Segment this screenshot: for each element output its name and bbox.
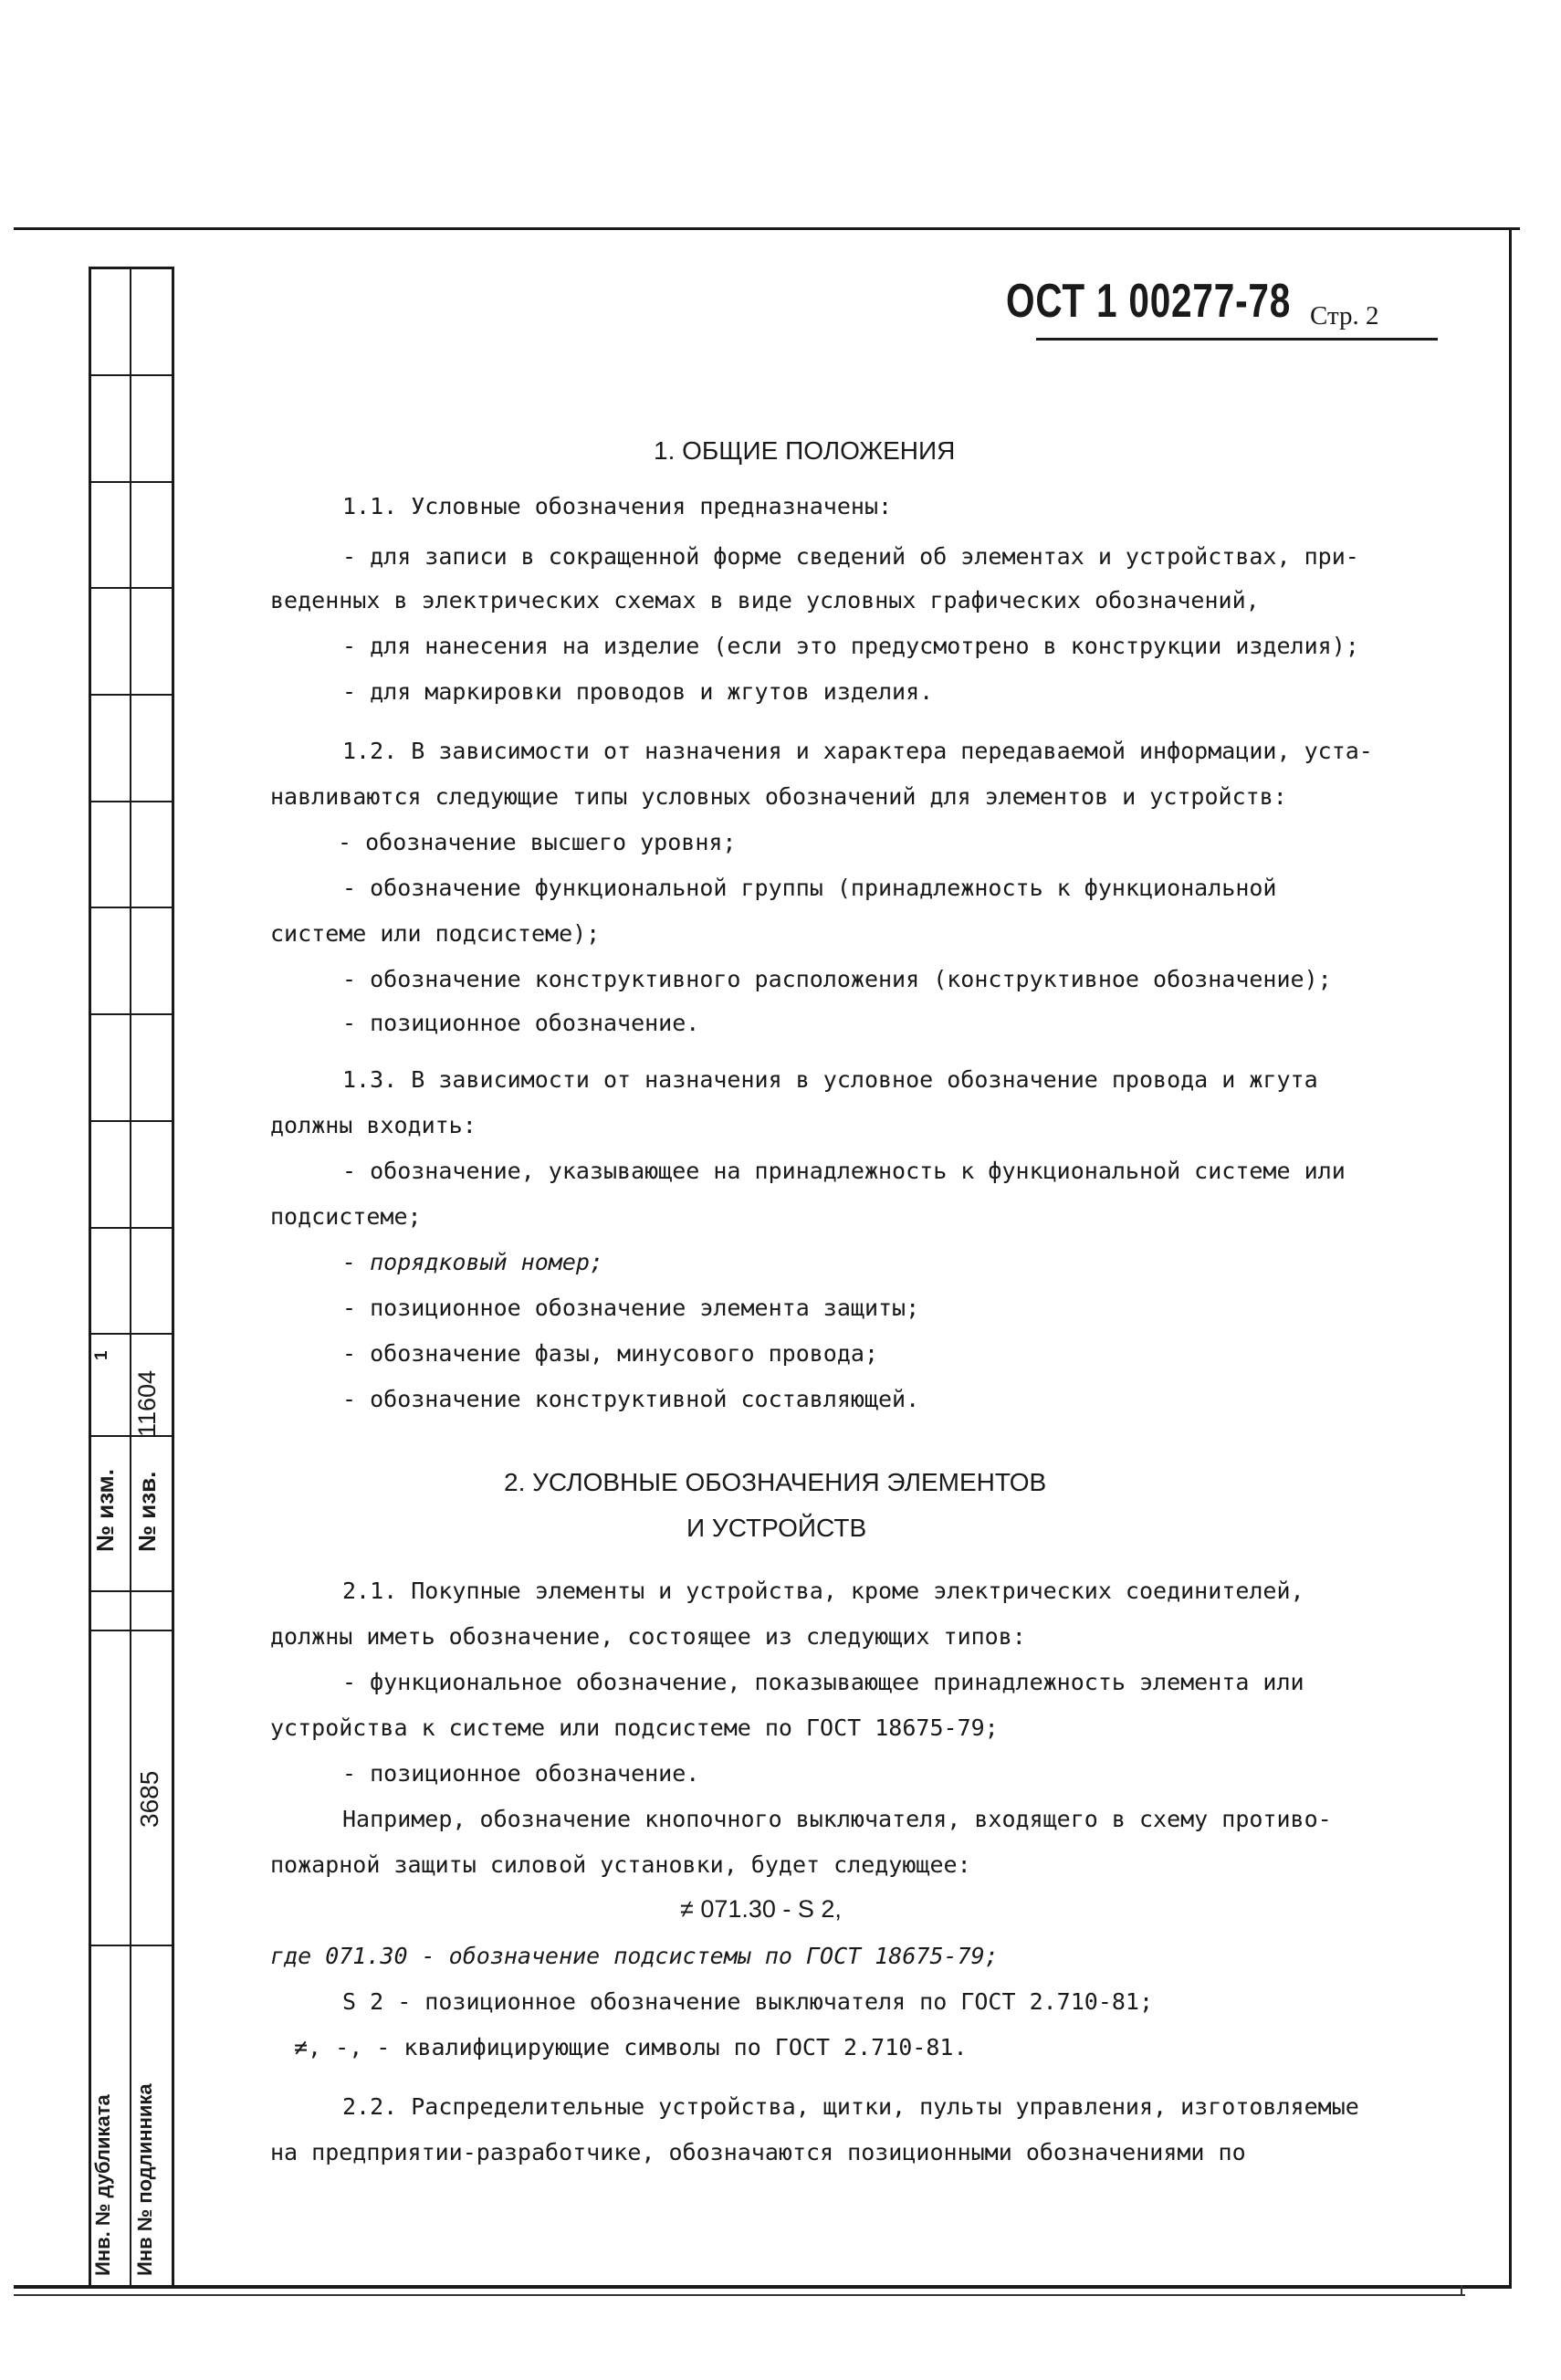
original-number-value: 3685 <box>135 1770 163 1828</box>
frame-border-top <box>14 227 1520 230</box>
paragraph-line: - для маркировки проводов и жгутов изделия. <box>342 678 934 705</box>
page-number: Стр. 2 <box>1310 301 1379 330</box>
paragraph-line: - обозначение высшего уровня; <box>338 829 737 855</box>
duplicate-inventory-label: Инв. № дубликата <box>91 2094 114 2276</box>
paragraph-line: должны входить: <box>270 1112 477 1138</box>
side-strip-border-left <box>89 267 91 2288</box>
paragraph-line: должны иметь обозначение, состоящее из следующих типов: <box>270 1623 1026 1650</box>
notice-number-value: 11604 <box>133 1369 161 1437</box>
paragraph-line: навливаются следующие типы условных обозначений для элементов и устройств: <box>270 783 1287 810</box>
change-number-value: 1 <box>92 1350 111 1360</box>
paragraph-line: 1.3. В зависимости от назначения в условное обозначение провода и жгута <box>342 1066 1318 1093</box>
paragraph-line: - позиционное обозначение элемента защиты; <box>342 1295 920 1321</box>
side-strip-row-line <box>89 1945 174 1946</box>
paragraph-line: пожарной защиты силовой установки, будет следующее: <box>270 1851 971 1878</box>
paragraph-line: - обозначение конструктивного расположения (конструктивное обозначение); <box>342 966 1332 992</box>
side-strip-row-line <box>89 374 174 376</box>
paragraph-line: - позиционное обозначение. <box>342 1760 700 1787</box>
side-strip-top <box>89 267 174 269</box>
formula: ≠ 071.30 - S 2, <box>680 1895 842 1923</box>
side-strip-row-line <box>89 1227 174 1229</box>
paragraph-line: - обозначение функциональной группы (принадлежность к функциональной <box>342 875 1277 901</box>
paragraph-line: подсистеме; <box>270 1203 422 1230</box>
change-number-label: № изм. <box>91 1469 119 1552</box>
side-strip-row-line <box>89 481 174 483</box>
paragraph-line: системе или подсистеме); <box>270 920 601 947</box>
paragraph-line: 1.2. В зависимости от назначения и характера передаваемой информации, уста- <box>342 738 1373 764</box>
paragraph-line: - функциональное обозначение, показывающее принадлежность элемента или <box>342 1669 1304 1695</box>
paragraph-line: - порядковый номер; <box>342 1249 603 1275</box>
side-strip-divider <box>130 267 131 2288</box>
header-rule <box>1036 338 1438 341</box>
paragraph-line: - для записи в сокращенной форме сведений об элементах и устройствах, при- <box>342 543 1359 570</box>
side-strip-row-line <box>89 1590 174 1592</box>
paragraph-line: где 071.30 - обозначение подсистемы по ГОСТ 18675-79; <box>270 1943 999 1969</box>
side-strip-row-line <box>89 1120 174 1122</box>
side-strip-row-line <box>89 1435 174 1437</box>
paragraph-line: веденных в электрических схемах в виде условных графических обозначений, <box>270 587 1260 613</box>
side-strip-row-line <box>89 587 174 589</box>
paragraph-line: - для нанесения на изделие (если это предусмотрено в конструкции изделия); <box>342 633 1359 659</box>
frame-border-bottom-outer <box>14 2294 1465 2296</box>
paragraph-line: - обозначение конструктивной составляющей. <box>342 1386 920 1412</box>
paragraph-line: на предприятии-разработчике, обозначаются позиционными обозначениями по <box>270 2139 1246 2165</box>
paragraph-line: ≠, -, - квалифицирующие символы по ГОСТ 2.710-81. <box>294 2034 968 2060</box>
original-inventory-label: Инв № подлинника <box>133 2083 156 2276</box>
document-code: ОСТ 1 00277-78 <box>1006 275 1292 328</box>
side-strip-row-line <box>89 694 174 696</box>
paragraph-line: устройства к системе или подсистеме по ГОСТ 18675-79; <box>270 1714 999 1741</box>
frame-border-corner <box>1461 2285 1462 2296</box>
side-strip-row-line <box>89 1333 174 1335</box>
section-heading: 1. ОБЩИЕ ПОЛОЖЕНИЯ <box>654 436 956 465</box>
paragraph-line: - обозначение, указывающее на принадлежность к функциональной системе или <box>342 1158 1346 1184</box>
section-heading: 2. УСЛОВНЫЕ ОБОЗНАЧЕНИЯ ЭЛЕМЕНТОВ <box>504 1468 1047 1496</box>
notice-number-label: № изв. <box>133 1471 161 1552</box>
side-strip-row-line <box>89 1630 174 1631</box>
side-strip-row-line <box>89 801 174 802</box>
paragraph-line: S 2 - позиционное обозначение выключателя по ГОСТ 2.710-81; <box>342 1988 1154 2015</box>
paragraph-line: - позиционное обозначение. <box>342 1010 700 1036</box>
paragraph-line: Например, обозначение кнопочного выключателя, входящего в схему противо- <box>342 1806 1332 1832</box>
frame-border-bottom <box>14 2285 1512 2289</box>
frame-border-right <box>1509 227 1512 2285</box>
frame-border-left <box>172 267 174 2288</box>
paragraph-line: - обозначение фазы, минусового провода; <box>342 1340 878 1367</box>
side-strip-row-line <box>89 1013 174 1015</box>
paragraph-line: 1.1. Условные обозначения предназначены: <box>342 493 893 519</box>
section-heading: И УСТРОЙСТВ <box>686 1514 867 1542</box>
paragraph-line: 2.1. Покупные элементы и устройства, кроме электрических соединителей, <box>342 1578 1304 1604</box>
paragraph-line: 2.2. Распределительные устройства, щитки, пульты управления, изготовляемые <box>342 2093 1359 2120</box>
side-strip-row-line <box>89 907 174 908</box>
